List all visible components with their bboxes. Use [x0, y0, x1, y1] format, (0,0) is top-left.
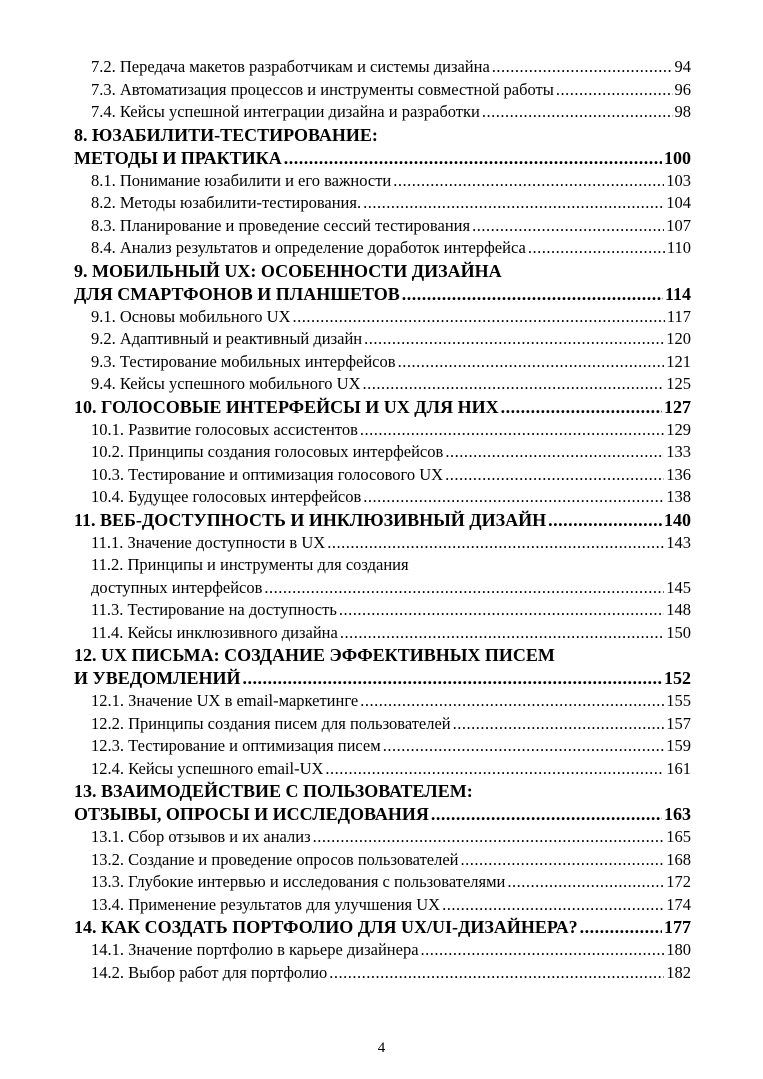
- toc-entry-title: 10.4. Будущее голосовых интерфейсов: [91, 487, 362, 506]
- toc-entry-title: 8.3. Планирование и проведение сессий тестирования: [91, 215, 471, 235]
- toc-entry-page: 107: [666, 215, 691, 235]
- toc-entry-page: 163: [664, 804, 691, 824]
- toc-section-entry: [74, 192, 691, 215]
- toc-entry-title: ОТЗЫВЫ, ОПРОСЫ И ИССЛЕДОВАНИЯ: [74, 804, 429, 824]
- dot-leader: [325, 758, 664, 781]
- page-number: 4: [377, 1040, 386, 1056]
- toc-entry-title: 10.1. Развитие голосовых ассистентов: [91, 419, 358, 439]
- toc-entry-title: 12.1. Значение UX в email-маркетинге: [91, 691, 359, 710]
- dot-leader: [421, 939, 665, 962]
- toc-section-entry: [74, 328, 691, 351]
- toc-entry-page: 155: [666, 691, 691, 710]
- toc-entry-title: 13.1. Сбор отзывов и их анализ: [91, 827, 311, 846]
- dot-leader: [284, 147, 662, 170]
- toc-entry-title: 9.3. Тестирование мобильных интерфейсов: [91, 351, 396, 371]
- toc-entry-page: 150: [666, 622, 691, 642]
- dot-leader: [528, 237, 665, 260]
- toc-entry-page: 110: [666, 238, 691, 257]
- toc-chapter-entry: [74, 509, 691, 532]
- toc-chapter-entry: [74, 916, 691, 939]
- dot-leader: [340, 622, 664, 645]
- toc-section-entry: [74, 79, 691, 102]
- toc-entry-title: 8.4. Анализ результатов и определение доработок интерфейса: [91, 238, 526, 257]
- dot-leader: [431, 803, 662, 826]
- toc-entry-page: 172: [666, 872, 691, 891]
- toc-entry-page: 136: [666, 464, 691, 484]
- toc-entry-title: 12.2. Принципы создания писем для пользователей: [91, 713, 451, 733]
- toc-entry-page: 177: [664, 917, 691, 937]
- toc-entry-title: 14.2. Выбор работ для портфолио: [91, 962, 328, 982]
- dot-leader: [364, 328, 664, 351]
- toc-entry-page: 104: [666, 193, 691, 212]
- toc-entry-title: 13.4. Применение результатов для улучшения UX: [91, 894, 441, 914]
- toc-entry-title: 7.4. Кейсы успешной интеграции дизайна и разработки: [91, 102, 480, 121]
- toc-section-entry: [74, 486, 691, 509]
- toc-entry-title: ДЛЯ СМАРТФОНОВ И ПЛАНШЕТОВ: [74, 283, 400, 304]
- dot-leader: [402, 283, 663, 306]
- dot-leader: [492, 56, 673, 79]
- toc-section-entry: [74, 849, 691, 872]
- toc-section-entry: [74, 351, 691, 374]
- toc-section-entry: [74, 554, 691, 577]
- dot-leader: [383, 735, 665, 758]
- toc-entry-title: 7.3. Автоматизация процессов и инструменты совместной работы: [91, 79, 554, 99]
- toc-entry-title: 10.2. Принципы создания голосовых интерфейсов: [91, 442, 444, 461]
- toc-section-entry: [74, 215, 691, 238]
- toc-entry-page: 94: [674, 57, 691, 76]
- toc-entry-title: 12. UX ПИСЬМА: СОЗДАНИЕ ЭФФЕКТИВНЫХ ПИСЕМ: [74, 645, 555, 665]
- toc-entry-page: 174: [666, 894, 691, 914]
- dot-leader: [556, 79, 673, 102]
- toc-section-entry: [74, 441, 691, 464]
- dot-leader: [327, 532, 664, 555]
- toc-entry-title: 9. МОБИЛЬНЫЙ UX: ОСОБЕННОСТИ ДИЗАЙНА: [74, 260, 502, 281]
- toc-section-entry: [74, 306, 691, 329]
- toc-chapter-entry: [74, 260, 691, 283]
- toc-entry-page: 98: [674, 102, 691, 121]
- dot-leader: [360, 690, 664, 713]
- toc-section-entry: [74, 758, 691, 781]
- toc-entry-page: 152: [664, 668, 691, 688]
- toc-chapter-entry: [74, 780, 691, 803]
- dot-leader: [453, 713, 665, 736]
- toc-entry-title: 13. ВЗАИМОДЕЙСТВИЕ С ПОЛЬЗОВАТЕЛЕМ:: [74, 781, 473, 801]
- toc-entry-page: 121: [666, 351, 691, 371]
- toc-entry-page: 96: [674, 79, 691, 99]
- toc-chapter-entry: [74, 803, 691, 826]
- toc-chapter-entry: [74, 667, 691, 690]
- toc-section-entry: [74, 894, 691, 917]
- toc-section-entry: [74, 871, 691, 894]
- toc-entry-title: И УВЕДОМЛЕНИЙ: [74, 668, 241, 688]
- dot-leader: [445, 464, 664, 487]
- toc-section-entry: [74, 56, 691, 79]
- dot-leader: [398, 351, 665, 374]
- toc-entry-title: 11.2. Принципы и инструменты для создания: [91, 555, 409, 574]
- toc-chapter-entry: [74, 124, 691, 147]
- toc-section-entry: [74, 599, 691, 622]
- toc-section-entry: [74, 826, 691, 849]
- dot-leader: [363, 486, 664, 509]
- toc-entry-page: 133: [666, 442, 691, 461]
- toc-entry-page: 143: [666, 532, 691, 552]
- toc-section-entry: [74, 939, 691, 962]
- dot-leader: [482, 101, 673, 124]
- toc-entry-page: 138: [666, 487, 691, 506]
- toc-entry-page: 103: [666, 170, 691, 190]
- dot-leader: [264, 577, 664, 600]
- toc-entry-page: 120: [666, 329, 691, 348]
- dot-leader: [442, 894, 664, 917]
- toc-entry-title: 10.3. Тестирование и оптимизация голосового UX: [91, 464, 444, 484]
- dot-leader: [461, 849, 665, 872]
- dot-leader: [580, 916, 662, 939]
- toc-entry-title: 8.1. Понимание юзабилити и его важности: [91, 170, 392, 190]
- toc-section-entry: [74, 170, 691, 193]
- toc-entry-page: 180: [666, 940, 691, 959]
- dot-leader: [507, 871, 664, 894]
- toc-entry-title: 12.3. Тестирование и оптимизация писем: [91, 736, 381, 755]
- dot-leader: [293, 306, 665, 329]
- toc-entry-title: доступных интерфейсов: [91, 577, 263, 597]
- dot-leader: [363, 192, 664, 215]
- dot-leader: [339, 599, 664, 622]
- dot-leader: [393, 170, 664, 193]
- toc-section-entry: [74, 690, 691, 713]
- toc-section-entry: [74, 464, 691, 487]
- toc-entry-page: 117: [666, 306, 691, 326]
- toc-entry-page: 114: [664, 283, 691, 304]
- toc-section-entry: [74, 735, 691, 758]
- toc-section-entry: [74, 577, 691, 600]
- toc-entry-page: 125: [666, 374, 691, 393]
- toc-entry-title: 7.2. Передача макетов разработчикам и системы дизайна: [91, 57, 490, 76]
- toc-entry-title: 8. ЮЗАБИЛИТИ-ТЕСТИРОВАНИЕ:: [74, 124, 378, 145]
- toc-entry-title: 11.1. Значение доступности в UX: [91, 532, 326, 552]
- toc-entry-title: 14. КАК СОЗДАТЬ ПОРТФОЛИО ДЛЯ UX/UI-ДИЗАЙНЕРА?: [74, 917, 578, 937]
- dot-leader: [472, 215, 664, 238]
- toc-entry-page: 165: [666, 827, 691, 846]
- toc-entry-title: 10. ГОЛОСОВЫЕ ИНТЕРФЕЙСЫ И UX ДЛЯ НИХ: [74, 396, 499, 417]
- toc-entry-title: МЕТОДЫ И ПРАКТИКА: [74, 147, 282, 168]
- toc-entry-title: 9.1. Основы мобильного UX: [91, 306, 291, 326]
- toc-entry-title: 14.1. Значение портфолио в карьере дизайнера: [91, 940, 419, 959]
- toc-entry-page: 145: [666, 577, 691, 597]
- dot-leader: [445, 441, 664, 464]
- toc-entry-page: 127: [664, 396, 691, 417]
- toc-section-entry: [74, 962, 691, 985]
- toc-entry-page: 159: [666, 736, 691, 755]
- toc-entry-title: 8.2. Методы юзабилити-тестирования.: [91, 193, 362, 212]
- toc-section-entry: [74, 622, 691, 645]
- dot-leader: [548, 509, 662, 532]
- toc-entry-title: 13.2. Создание и проведение опросов пользователей: [91, 849, 459, 869]
- toc-section-entry: [74, 101, 691, 124]
- toc-entry-title: 9.2. Адаптивный и реактивный дизайн: [91, 329, 363, 348]
- toc-entry-page: 129: [666, 419, 691, 439]
- toc-entry-page: 168: [666, 849, 691, 869]
- table-of-contents: [74, 56, 691, 984]
- toc-entry-title: 11.3. Тестирование на доступность: [91, 600, 337, 619]
- toc-entry-title: 9.4. Кейсы успешного мобильного UX: [91, 374, 361, 393]
- dot-leader: [243, 667, 662, 690]
- toc-entry-page: 182: [666, 962, 691, 982]
- toc-entry-page: 140: [664, 509, 691, 530]
- toc-section-entry: [74, 532, 691, 555]
- toc-section-entry: [74, 373, 691, 396]
- dot-leader: [329, 962, 664, 985]
- toc-entry-title: 12.4. Кейсы успешного email-UX: [91, 758, 324, 778]
- toc-section-entry: [74, 419, 691, 442]
- toc-chapter-entry: [74, 147, 691, 170]
- toc-entry-title: 11. ВЕБ-ДОСТУПНОСТЬ И ИНКЛЮЗИВНЫЙ ДИЗАЙН: [74, 509, 547, 530]
- toc-entry-page: 161: [666, 758, 691, 778]
- toc-entry-page: 100: [664, 147, 691, 168]
- toc-section-entry: [74, 713, 691, 736]
- toc-entry-title: 11.4. Кейсы инклюзивного дизайна: [91, 622, 338, 642]
- dot-leader: [360, 419, 664, 442]
- dot-leader: [313, 826, 665, 849]
- dot-leader: [363, 373, 665, 396]
- dot-leader: [501, 396, 662, 419]
- toc-chapter-entry: [74, 283, 691, 306]
- toc-chapter-entry: [74, 644, 691, 667]
- toc-entry-title: 13.3. Глубокие интервью и исследования с пользователями: [91, 872, 506, 891]
- toc-chapter-entry: [74, 396, 691, 419]
- toc-entry-page: 157: [666, 713, 691, 733]
- toc-section-entry: [74, 237, 691, 260]
- toc-entry-page: 148: [666, 600, 691, 619]
